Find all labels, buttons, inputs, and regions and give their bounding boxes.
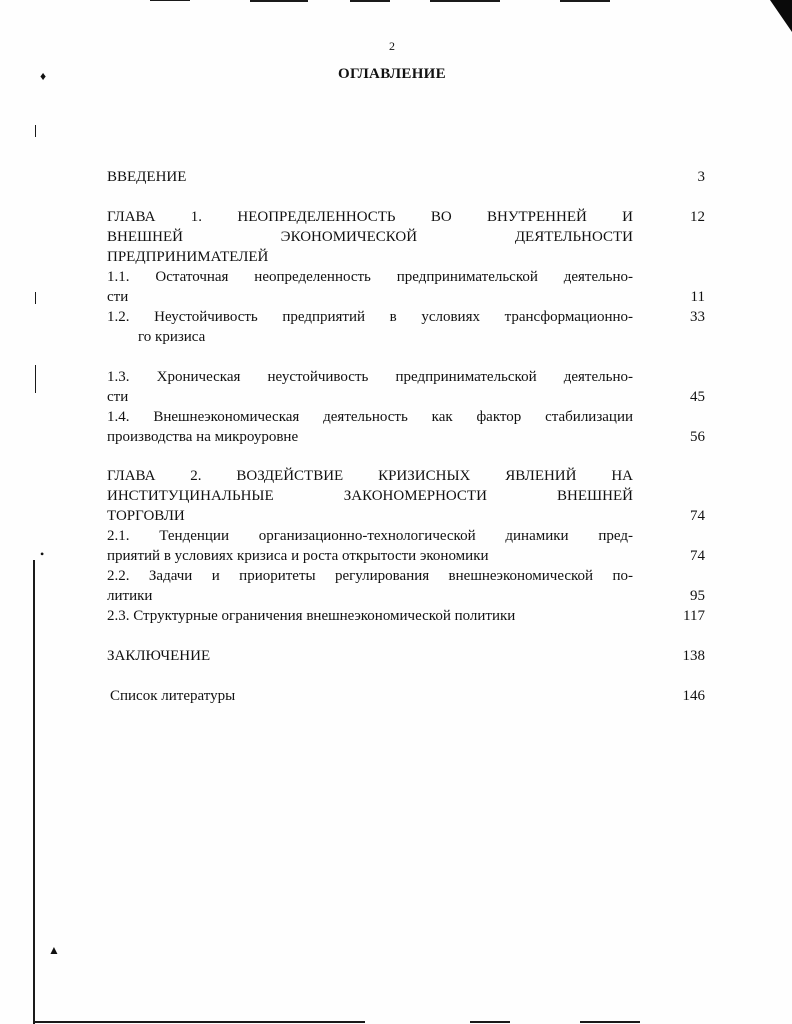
- toc-section-1-4-line2: производства на микроуровне: [107, 429, 299, 445]
- scan-line-top-1: [250, 0, 308, 2]
- toc-chapter1-line3: ПРЕДПРИНИМАТЕЛЕЙ: [107, 249, 269, 265]
- toc-chapter1-line1: ГЛАВА 1. НЕОПРЕДЕЛЕННОСТЬ ВО ВНУТРЕННЕЙ И: [107, 209, 633, 225]
- toc-chapter1-line2: ВНЕШНЕЙ ЭКОНОМИЧЕСКОЙ ДЕЯТЕЛЬНОСТИ: [107, 229, 633, 245]
- toc-page-conclusion: 138: [682, 648, 705, 664]
- scan-speck-2: •: [40, 547, 45, 561]
- scan-left-tick-2: [35, 292, 36, 304]
- toc-page-1-1: 11: [690, 289, 705, 305]
- toc-chapter2-line1: ГЛАВА 2. ВОЗДЕЙСТВИЕ КРИЗИСНЫХ ЯВЛЕНИЙ НА: [107, 468, 633, 484]
- scan-speck-3: ▲: [48, 943, 60, 957]
- page-number: 2: [389, 39, 395, 53]
- scan-line-top-2: [350, 0, 390, 2]
- toc-section-2-1-line1: 2.1. Тенденции организационно-технологической динамики пред-: [107, 528, 633, 544]
- toc-section-2-2-line1: 2.2. Задачи и приоритеты регулирования внешнеэкономической по-: [107, 568, 633, 584]
- toc-page-2-1: 74: [690, 548, 705, 564]
- toc-entry-references: Список литературы: [110, 688, 236, 704]
- scan-left-tick-1: [35, 125, 36, 137]
- toc-page-intro: 3: [697, 169, 705, 185]
- toc-chapter2-line3: ТОРГОВЛИ: [107, 508, 185, 524]
- toc-page-references: 146: [682, 688, 705, 704]
- scan-bottom-line-3: [580, 1021, 640, 1023]
- scan-line-top-3: [430, 0, 500, 2]
- toc-section-1-2-line1: 1.2. Неустойчивость предприятий в условиях трансформационно-: [107, 309, 633, 325]
- toc-chapter2-line2: ИНСТИТУЦИНАЛЬНЫЕ ЗАКОНОМЕРНОСТИ ВНЕШНЕЙ: [107, 488, 633, 504]
- page-title: ОГЛАВЛЕНИЕ: [338, 66, 446, 82]
- toc-section-1-3-line1: 1.3. Хроническая неустойчивость предпринимательской деятельно-: [107, 369, 633, 385]
- toc-section-1-1-line1: 1.1. Остаточная неопределенность предпринимательской деятельно-: [107, 269, 633, 285]
- toc-section-1-4-line1: 1.4. Внешнеэкономическая деятельность как фактор стабилизации: [107, 409, 633, 425]
- toc-page-1-3: 45: [690, 389, 705, 405]
- toc-section-1-2-line2: го кризиса: [138, 329, 206, 345]
- scan-corner-mark: [770, 0, 792, 32]
- scan-speck-1: ♦: [40, 69, 47, 83]
- scan-left-tick-3: [35, 365, 36, 393]
- toc-section-1-3-line2: сти: [107, 389, 129, 405]
- toc-section-2-3: 2.3. Структурные ограничения внешнеэкономической политики: [107, 608, 516, 624]
- scan-line-top-5: [150, 0, 190, 1]
- toc-page-2-3: 117: [683, 608, 705, 624]
- toc-entry-intro: ВВЕДЕНИЕ: [107, 169, 187, 185]
- toc-page-1-2: 33: [690, 309, 705, 325]
- toc-page-1-4: 56: [690, 429, 705, 445]
- scan-bottom-line-1: [35, 1021, 365, 1023]
- toc-section-2-1-line2: приятий в условиях кризиса и роста открытости экономики: [107, 548, 489, 564]
- scan-bottom-line-2: [470, 1021, 510, 1023]
- toc-page-chapter1: 12: [690, 209, 705, 225]
- toc-page-chapter2: 74: [690, 508, 705, 524]
- toc-section-1-1-line2: сти: [107, 289, 129, 305]
- scan-line-top-4: [560, 0, 610, 2]
- scan-left-edge: [33, 560, 35, 1024]
- toc-page-2-2: 95: [690, 588, 705, 604]
- toc-section-2-2-line2: литики: [107, 588, 153, 604]
- toc-entry-conclusion: ЗАКЛЮЧЕНИЕ: [107, 648, 211, 664]
